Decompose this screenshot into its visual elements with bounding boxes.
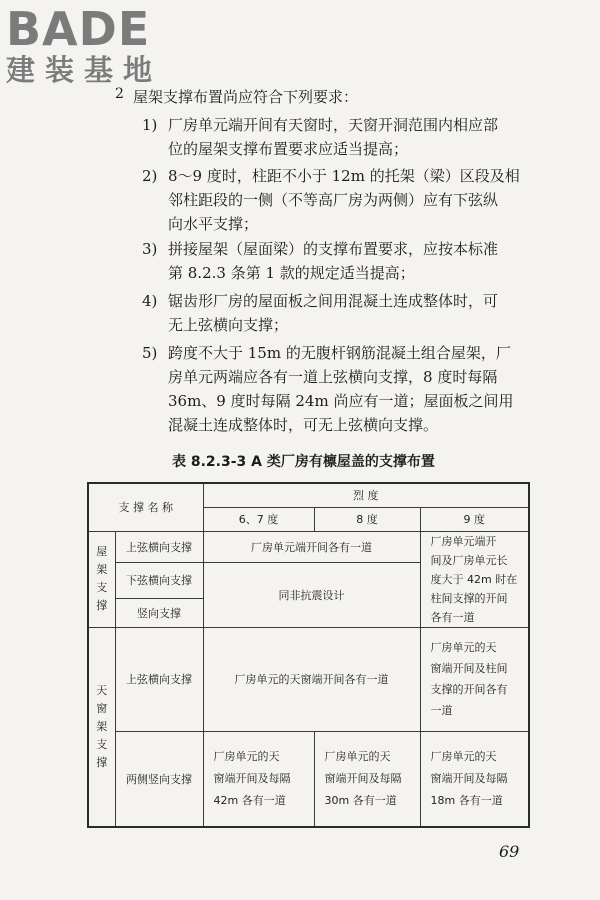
cell-line: 柱间支撑的开间 (430, 591, 508, 605)
header-deg-9: 9 度 (420, 507, 529, 531)
subitem-2 (142, 164, 520, 236)
subitem-line: 跨度不大于 15m 的无腹杆钢筋混凝土组合屋架，厂 (168, 344, 511, 362)
subitem-line: 锯齿形厂房的屋面板之间用混凝土连成整体时，可 (168, 292, 499, 310)
cell-roof-upper-6-8: 厂房单元端开间各有一道 (203, 531, 420, 562)
logo (6, 2, 176, 87)
group-text: 屋架 (96, 545, 108, 576)
cell-line: 一道 (430, 704, 453, 717)
cell-line: 各有一道 (430, 610, 475, 624)
cell-line: 窗端开间及每隔 (324, 771, 402, 785)
subitem-line: 无上弦横向支撑； (168, 316, 289, 334)
logo-sub-text: 建装基地 (6, 53, 163, 87)
cell-line: 窗端开间及每隔 (430, 771, 508, 785)
item-number: 2 (115, 86, 124, 102)
subitem-line: 混凝土连成整体时，可无上弦横向支撑。 (168, 416, 439, 434)
table-caption: 表 8.2.3-3 A 类厂房有檩屋盖的支撑布置 (172, 454, 435, 470)
group-text: 架支 (96, 719, 108, 751)
cell-line: 窗端开间及每隔 (213, 771, 291, 785)
table-row (88, 731, 529, 827)
group-roof-support (88, 531, 115, 627)
group-text: 撑 (96, 755, 108, 769)
group-skylight-support (88, 627, 115, 827)
support-table (87, 482, 530, 828)
cell-sky-side-9 (420, 731, 529, 827)
cell-sky-side-8 (314, 731, 420, 827)
header-degree: 烈 度 (203, 483, 529, 507)
subitem-number: 4) (142, 292, 158, 310)
header-support-name: 支 撑 名 称 (88, 483, 203, 531)
group-text: 支撑 (96, 581, 108, 612)
subitem-line: 拼接屋架（屋面梁）的支撑布置要求，应按本标准 (168, 240, 499, 258)
cell-sky-side-6-7 (203, 731, 314, 827)
cell-line: 厂房单元的天 (430, 749, 497, 763)
cell-line: 42m 各有一道 (213, 793, 286, 807)
cell-roof-9 (420, 531, 529, 627)
subitem-3 (142, 237, 498, 285)
subitem-number: 2) (142, 167, 158, 185)
subitem-line: 向水平支撑； (168, 215, 259, 233)
cell-roof-upper: 上弦横向支撑 (115, 531, 203, 562)
cell-sky-upper-9 (420, 627, 529, 731)
cell-sky-upper: 上弦横向支撑 (115, 627, 203, 731)
cell-line: 厂房单元的天 (430, 641, 497, 654)
table-row (88, 483, 529, 507)
cell-sky-upper-6-8: 厂房单元的天窗端开间各有一道 (203, 627, 420, 731)
cell-line: 厂房单元端开 (430, 534, 497, 548)
table-row (88, 627, 529, 731)
item-heading: 屋架支撑布置尚应符合下列要求： (133, 88, 359, 106)
table-row (88, 531, 529, 562)
cell-line: 18m 各有一道 (430, 793, 503, 807)
subitem-number: 5) (142, 344, 158, 362)
cell-line: 支撑的开间各有 (430, 683, 508, 696)
subitem-number: 3) (142, 240, 158, 258)
group-text: 天窗 (96, 683, 108, 715)
subitem-line: 邻柱距段的一侧（不等高厂房为两侧）应有下弦纵 (168, 191, 499, 209)
header-deg-6-7: 6、7 度 (203, 507, 314, 531)
subitem-4 (142, 289, 498, 337)
subitem-5 (142, 341, 513, 437)
cell-sky-side: 两侧竖向支撑 (115, 731, 203, 827)
subitem-number: 1) (142, 116, 158, 134)
cell-roof-vertical: 竖向支撑 (115, 598, 203, 627)
subitem-line: 36m、9 度时每隔 24m 尚应有一道；屋面板之间用 (168, 392, 514, 410)
cell-line: 30m 各有一道 (324, 793, 397, 807)
subitem-line: 房单元两端应各有一道上弦横向支撑，8 度时每隔 (168, 368, 498, 386)
cell-line: 厂房单元的天 (324, 749, 391, 763)
cell-line: 间及厂房单元长 (430, 553, 508, 567)
cell-line: 窗端开间及柱间 (430, 662, 508, 675)
cell-line: 厂房单元的天 (213, 749, 280, 763)
cell-roof-lower-6-8: 同非抗震设计 (203, 562, 420, 627)
subitem-line: 第 8.2.3 条第 1 款的规定适当提高； (168, 264, 415, 282)
logo-main-text: BADE (6, 2, 151, 56)
page-number: 69 (499, 842, 520, 861)
subitem-line: 位的屋架支撑布置要求应适当提高； (168, 140, 409, 158)
header-deg-8: 8 度 (314, 507, 420, 531)
subitem-1 (142, 113, 498, 161)
subitem-line: 8～9 度时，柱距不小于 12m 的托架（梁）区段及相 (168, 167, 520, 185)
subitem-line: 厂房单元端开间有天窗时，天窗开洞范围内相应部 (168, 116, 499, 134)
cell-roof-lower: 下弦横向支撑 (115, 562, 203, 598)
cell-line: 度大于 42m 时在 (430, 572, 518, 586)
